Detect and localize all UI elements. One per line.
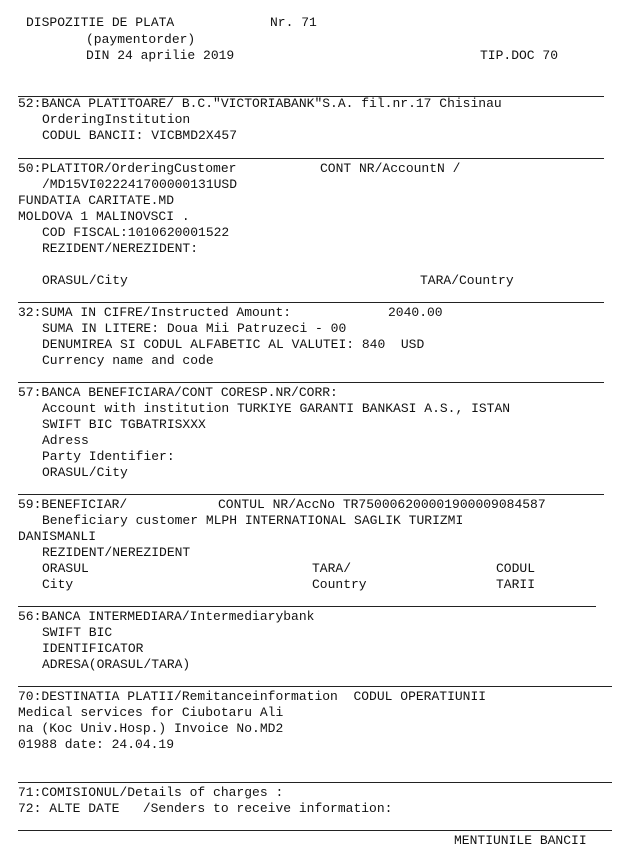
beneficiary-name: Beneficiary customer MLPH INTERNATIONAL SAGLIK TURIZMI [42,513,464,528]
payer-city-label: ORASUL/City [42,273,128,288]
beneficiary-bank-name: Account with institution TURKIYE GARANTI BANKASI A.S., ISTAN [42,401,511,416]
divider [18,606,596,607]
document-number: Nr. 71 [270,15,317,30]
beneficiary-bank-address: Adress [42,433,89,448]
divider [18,382,604,383]
currency-name-label: Currency name and code [42,353,214,368]
beneficiary-bank-label: 57:BANCA BENEFICIARA/CONT CORESP.NR/CORR: [18,385,338,400]
payer-bank-line: 52:BANCA PLATITOARE/ B.C."VICTORIABANK"S.A. fil.nr.17 Chisinau [18,96,502,111]
payer-fiscal-code: COD FISCAL:1010620001522 [42,225,230,240]
beneficiary-code-label: CODUL [496,561,536,576]
beneficiary-bank-swift: SWIFT BIC TGBATRISXXX [42,417,206,432]
other-data-label: 72: ALTE DATE /Senders to receive information: [18,801,393,816]
payer-country-label: TARA/Country [420,273,514,288]
payer-account-label: CONT NR/AccountN / [320,161,461,176]
payer-bank-label: OrderingInstitution [42,112,191,127]
purpose-text-3: 01988 date: 24.04.19 [18,737,175,752]
beneficiary-code-label-en: TARII [496,577,536,592]
beneficiary-label: 59:BENEFICIAR/ [18,497,128,512]
beneficiary-city-label: ORASUL [42,561,89,576]
payer-bank-code: CODUL BANCII: VICBMD2X457 [42,128,238,143]
beneficiary-country-label-en: Country [312,577,367,592]
divider [18,830,612,831]
document-subtitle: (paymentorder) [86,32,196,47]
document-date: DIN 24 aprilie 2019 [86,48,235,63]
divider [18,302,604,303]
divider [18,686,612,687]
divider [18,158,604,159]
document-title: DISPOZITIE DE PLATA [26,15,175,30]
beneficiary-city-label-en: City [42,577,74,592]
charges-label: 71:COMISIONUL/Details of charges : [18,785,284,800]
intermediary-swift: SWIFT BIC [42,625,113,640]
amount-label: 32:SUMA IN CIFRE/Instructed Amount: [18,305,292,320]
purpose-text-2: na (Koc Univ.Hosp.) Invoice No.MD2 [18,721,284,736]
payer-label: 50:PLATITOR/OrderingCustomer [18,161,237,176]
divider [18,494,604,495]
document-type: TIP.DOC 70 [480,48,559,63]
payer-resident: REZIDENT/NEREZIDENT: [42,241,199,256]
purpose-text-1: Medical services for Ciubotaru Ali [18,705,284,720]
amount-in-words: SUMA IN LITERE: Doua Mii Patruzeci - 00 [42,321,347,336]
beneficiary-bank-party-id: Party Identifier: [42,449,175,464]
amount-value: 2040.00 [388,305,443,320]
intermediary-address: ADRESA(ORASUL/TARA) [42,657,191,672]
beneficiary-resident: REZIDENT/NEREZIDENT [42,545,191,560]
beneficiary-country-label: TARA/ [312,561,352,576]
beneficiary-bank-city: ORASUL/City [42,465,128,480]
bank-notes-label: MENTIUNILE BANCII [454,833,587,848]
payer-address: MOLDOVA 1 MALINOVSCI . [18,209,190,224]
payer-name: FUNDATIA CARITATE.MD [18,193,175,208]
intermediary-bank-label: 56:BANCA INTERMEDIARA/Intermediarybank [18,609,315,624]
currency-line: DENUMIREA SI CODUL ALFABETIC AL VALUTEI: 840 USD [42,337,425,352]
purpose-label: 70:DESTINATIA PLATII/Remitanceinformation CODUL OPERATIUNII [18,689,487,704]
intermediary-identifier: IDENTIFICATOR [42,641,144,656]
divider [18,782,612,783]
beneficiary-name-continued: DANISMANLI [18,529,97,544]
payer-account: /MD15VI022241700000131USD [42,177,238,192]
beneficiary-account: CONTUL NR/AccNo TR750006200001900009084587 [218,497,546,512]
